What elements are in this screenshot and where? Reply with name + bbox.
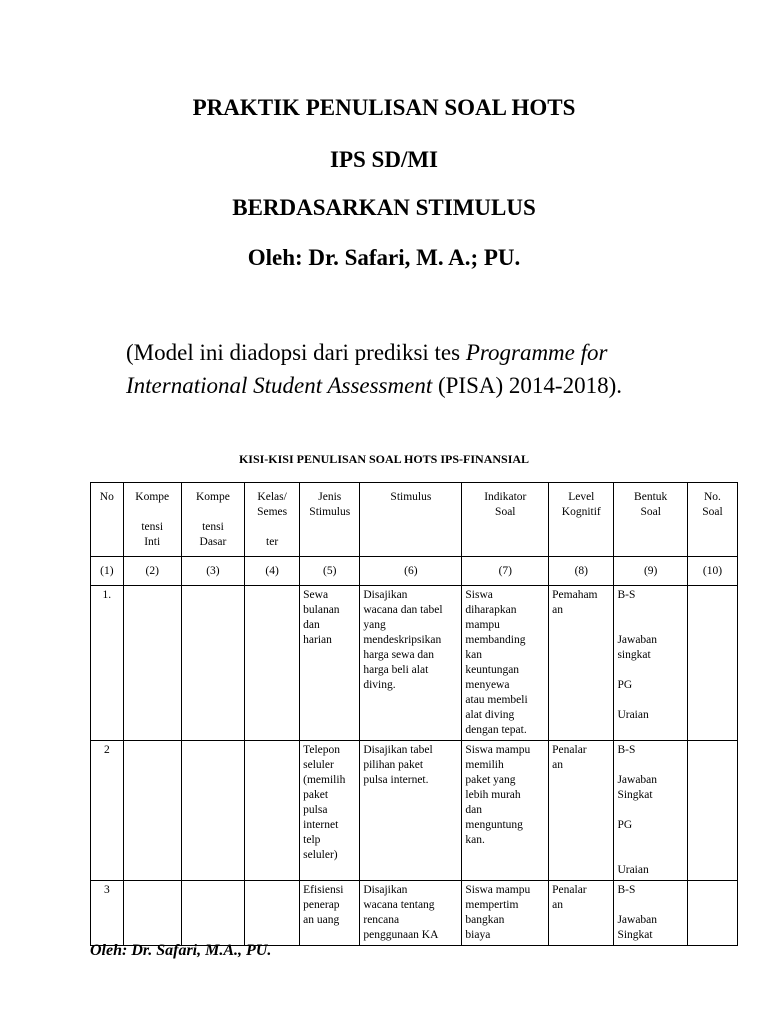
indikator-soal-cell: Siswa mampu mempertim bangkan biaya: [462, 881, 549, 946]
intro-text-start: (Model ini diadopsi dari prediksi tes: [126, 340, 466, 365]
jenis-stimulus-cell: Efisiensi penerap an uang: [300, 881, 360, 946]
column-number-cell: (4): [245, 557, 300, 586]
table-row: [91, 586, 738, 741]
row-number-cell: 3: [91, 881, 124, 946]
header-cell-stimulus: Stimulus: [360, 483, 462, 557]
jenis-stimulus-cell: Sewa bulanan dan harian: [300, 586, 360, 741]
level-kognitif-cell: Penalar an: [549, 881, 614, 946]
kompetensi-inti-cell: [123, 741, 181, 881]
column-number-cell: (10): [687, 557, 737, 586]
header-cell-kompetensi-dasar: Kompe tensi Dasar: [181, 483, 244, 557]
kelas-semester-cell: [245, 741, 300, 881]
kelas-semester-cell: [245, 881, 300, 946]
kompetensi-dasar-cell: [181, 586, 244, 741]
indikator-soal-cell: Siswa diharapkan mampu membanding kan keuntungan menyewa atau membeli alat diving dengan tepat.: [462, 586, 549, 741]
header-cell-kelas-semester: Kelas/ Semes ter: [245, 483, 300, 557]
header-cell-no: No: [91, 483, 124, 557]
column-number-cell: (7): [462, 557, 549, 586]
document-title-line-1: PRAKTIK PENULISAN SOAL HOTS: [192, 95, 576, 120]
kompetensi-inti-cell: [123, 586, 181, 741]
header-cell-indikator-soal: Indikator Soal: [462, 483, 549, 557]
kisi-kisi-table: [90, 482, 738, 946]
column-number-cell: (6): [360, 557, 462, 586]
stimulus-cell: Disajikan tabel pilihan paket pulsa internet.: [360, 741, 462, 881]
level-kognitif-cell: Pemaham an: [549, 586, 614, 741]
kompetensi-dasar-cell: [181, 741, 244, 881]
bentuk-soal-cell: B-S Jawaban singkat PG Uraian: [614, 586, 687, 741]
column-number-cell: (1): [91, 557, 124, 586]
table-row: [91, 881, 738, 946]
table-row: [91, 741, 738, 881]
stimulus-cell: Disajikan wacana dan tabel yang mendeskripsikan harga sewa dan harga beli alat diving.: [360, 586, 462, 741]
kompetensi-inti-cell: [123, 881, 181, 946]
header-cell-no-soal: No. Soal: [687, 483, 737, 557]
indikator-soal-cell: Siswa mampu memilih paket yang lebih murah dan menguntung kan.: [462, 741, 549, 881]
header-cell-kompetensi-inti: Kompe tensi Inti: [123, 483, 181, 557]
row-number-cell: 1.: [91, 586, 124, 741]
bentuk-soal-cell: B-S Jawaban Singkat PG Uraian: [614, 741, 687, 881]
no-soal-cell: [687, 881, 737, 946]
intro-text-end: (PISA) 2014-2018).: [432, 373, 622, 398]
table-column-number-row: [91, 557, 738, 586]
stimulus-cell: Disajikan wacana tentang rencana penggunaan KA: [360, 881, 462, 946]
header-cell-level-kognitif: Level Kognitif: [549, 483, 614, 557]
header-cell-jenis-stimulus: Jenis Stimulus: [300, 483, 360, 557]
level-kognitif-cell: Penalar an: [549, 741, 614, 881]
no-soal-cell: [687, 586, 737, 741]
no-soal-cell: [687, 741, 737, 881]
table-header-row: [91, 483, 738, 557]
document-title-line-2: IPS SD/MI: [330, 147, 438, 172]
column-number-cell: (3): [181, 557, 244, 586]
row-number-cell: 2: [91, 741, 124, 881]
column-number-cell: (2): [123, 557, 181, 586]
intro-paragraph: [126, 336, 726, 402]
intro-italic-program-name: Programme for International Student Assessment: [126, 340, 608, 398]
bentuk-soal-cell: B-S Jawaban Singkat: [614, 881, 687, 946]
column-number-cell: (8): [549, 557, 614, 586]
table-title: KISI-KISI PENULISAN SOAL HOTS IPS-FINANSIAL: [238, 452, 530, 466]
kompetensi-dasar-cell: [181, 881, 244, 946]
column-number-cell: (9): [614, 557, 687, 586]
column-number-cell: (5): [300, 557, 360, 586]
kelas-semester-cell: [245, 586, 300, 741]
document-author-line: Oleh: Dr. Safari, M. A.; PU.: [247, 245, 521, 270]
header-cell-bentuk-soal: Bentuk Soal: [614, 483, 687, 557]
footer-author: Oleh: Dr. Safari, M.A., PU.: [90, 942, 272, 959]
jenis-stimulus-cell: Telepon seluler (memilih paket pulsa internet telp seluler): [300, 741, 360, 881]
document-title-line-3: BERDASARKAN STIMULUS: [232, 195, 536, 220]
